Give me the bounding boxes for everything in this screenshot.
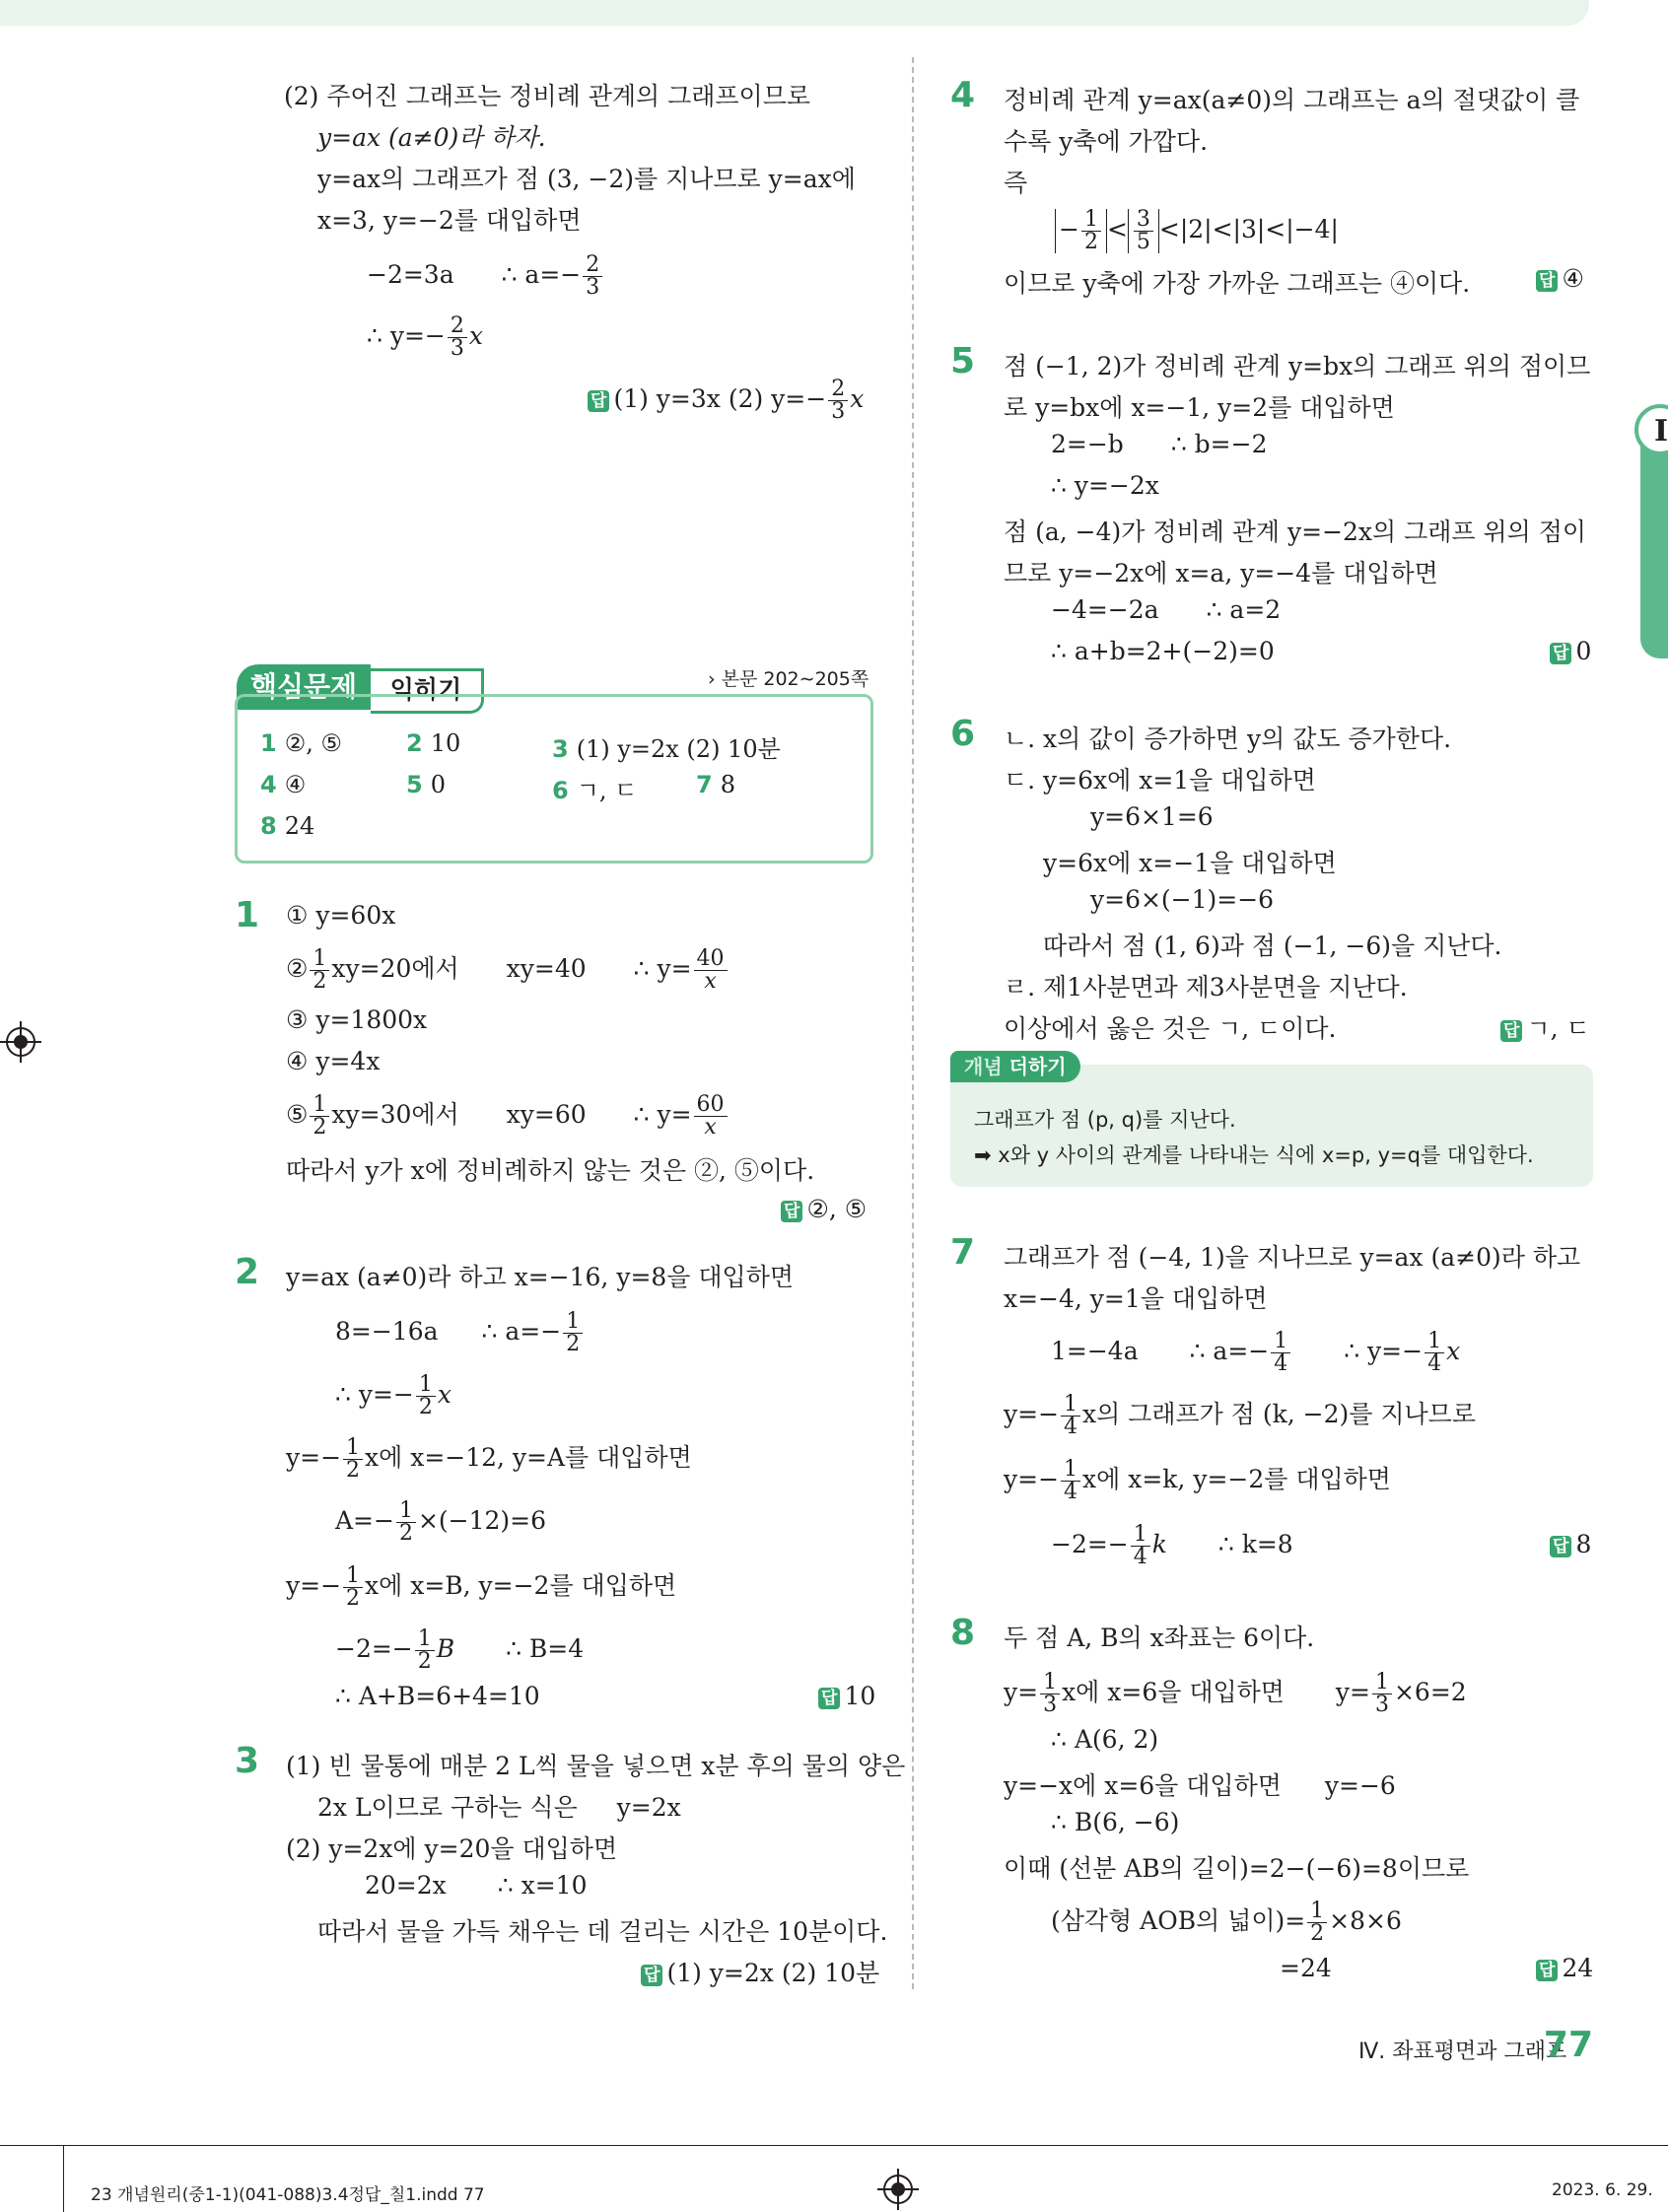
fraction: $\frac{1}{2}$ [343,1565,363,1610]
core-item-4: 4 ④ [260,771,307,798]
prev-line-1: (2) 주어진 그래프는 정비례 관계의 그래프이므로 [284,82,810,110]
core-item-6: 6 ㄱ, ㄷ [552,777,638,804]
problem-4-number: 4 [950,75,976,115]
answer-icon: 답 [588,390,609,412]
p7-line-1: 그래프가 점 (−4, 1)을 지나므로 y=ax (a≠0)라 하고 [1004,1243,1581,1272]
fraction: $\frac{1}{4}$ [1061,1459,1080,1503]
concept-tag: 개념 더하기 [950,1051,1080,1082]
p6-line-8: 이상에서 옳은 것은 ㄱ, ㄷ이다. [1004,1014,1337,1043]
p2-line-4: y=− $\frac{1}{2}$ x에 x=−12, y=A를 대입하면 [286,1435,692,1483]
p7-line-2: x=−4, y=1을 대입하면 [1004,1284,1268,1313]
p8-line-6: 이때 (선분 AB의 길이)=2−(−6)=8이므로 [1004,1854,1470,1883]
p5-line-2: 로 y=bx에 x=−1, y=2를 대입하면 [1004,393,1395,422]
column-divider [912,57,914,1989]
prev-eq-3: ∴ y=− [367,321,446,350]
core-item-1: 1 ②, ⑤ [260,729,342,757]
problem-8-number: 8 [950,1613,976,1653]
p2-answer: 답 10 [818,1682,875,1710]
footer-file-name: 23 개념원리(중1-1)(041-088)3.4정답_칠1.indd 77 [91,2185,485,2205]
fraction: $\frac{1}{2}$ [310,948,329,993]
footer-rule [0,2145,1668,2146]
prev-answer: 답 (1) y=3x (2) y=− $\frac{2}{3}$ x [588,379,864,423]
p4-line-2: 수록 y축에 가깝다. [1004,127,1209,156]
p3-line-5: 따라서 물을 가득 채우는 데 걸리는 시간은 10분이다. [317,1917,888,1946]
p1-line-5: ⑤ $\frac{1}{2}$ xy=30에서 xy=60 ∴ y= $\frac{60}{x}$ [286,1094,730,1139]
p8-line-7: (삼각형 AOB의 넓이)= $\frac{1}{2}$ ×8×6 [1051,1899,1402,1946]
core-item-8: 8 24 [260,812,315,840]
fraction: $\frac{2}{3}$ [583,254,602,299]
fraction: $\frac{1}{3}$ [1040,1672,1060,1716]
p8-line-5: ∴ B(6, −6) [1051,1808,1180,1836]
answer-icon: 답 [1500,1020,1522,1042]
chapter-side-label: I [1654,414,1668,449]
p2-line-6: y=− $\frac{1}{2}$ x에 x=B, y=−2를 대입하면 [286,1563,677,1611]
p6-line-2: ㄷ. y=6x에 x=1을 대입하면 [1004,766,1316,795]
problem-7-number: 7 [950,1232,976,1273]
top-band [0,0,1589,26]
problem-6-number: 6 [950,714,976,754]
prev-line-5 [367,254,604,299]
answer-icon: 답 [1536,270,1558,292]
p6-line-6: 따라서 점 (1, 6)과 점 (−1, −6)을 지난다. [1043,932,1502,960]
p2-line-7: −2=− $\frac{1}{2}$ B ∴ B=4 [335,1626,585,1674]
p2-line-1: y=ax (a≠0)라 하고 x=−16, y=8을 대입하면 [286,1263,795,1291]
p8-line-8: =24 [1280,1954,1332,1982]
fraction: $\frac{1}{4}$ [1271,1331,1290,1375]
concept-line-1: 그래프가 점 (p, q)를 지난다. [974,1108,1236,1132]
abs-value: − $\frac{1}{2}$ [1055,209,1107,253]
p3-line-4: 20=2x ∴ x=10 [365,1871,588,1900]
p5-line-6: 므로 y=−2x에 x=a, y=−4를 대입하면 [1004,559,1438,588]
p1-answer: 답 ②, ⑤ [781,1195,867,1223]
p6-line-4: y=6x에 x=−1을 대입하면 [1043,849,1337,877]
fraction: $\frac{1}{2}$ [310,1094,329,1139]
fraction: $\frac{2}{3}$ [448,315,467,360]
p8-line-1: 두 점 A, B의 x좌표는 6이다. [1004,1624,1315,1652]
prev-answer-text: (1) y=3x (2) y=− [613,384,827,413]
prev-eq-1: −2=3a [367,260,454,289]
registration-mark-icon [6,1027,35,1057]
answer-icon: 답 [1536,1960,1558,1981]
fraction: $\frac{60}{x}$ [694,1094,728,1139]
p2-line-8: ∴ A+B=6+4=10 [335,1682,540,1710]
prev-line-2: y=ax (a≠0)라 하자. [317,123,546,152]
p6-line-7: ㄹ. 제1사분면과 제3사분면을 지난다. [1004,973,1408,1002]
core-subtitle: 익히기 [371,668,484,714]
p7-line-5: y=− $\frac{1}{4}$ x에 x=k, y=−2를 대입하면 [1004,1457,1391,1504]
fraction: $\frac{1}{4}$ [1061,1394,1080,1438]
prev-line-4: x=3, y=−2를 대입하면 [317,206,582,235]
problem-1-number: 1 [235,895,260,935]
page-number: 77 [1543,2025,1593,2065]
core-item-5: 5 0 [406,771,446,798]
p4-line-5: 이므로 y축에 가장 가까운 그래프는 ④이다. [1004,269,1471,298]
p7-line-4: y=− $\frac{1}{4}$ x의 그래프가 점 (k, −2)를 지나므로 [1004,1392,1476,1439]
answer-icon: 답 [1550,1536,1571,1557]
p3-line-1: (1) 빈 물통에 매분 2 L씩 물을 넣으면 x분 후의 물의 양은 [286,1752,906,1780]
footer-rule-vertical [63,2145,64,2212]
p1-line-6: 따라서 y가 x에 정비례하지 않는 것은 ②, ⑤이다. [286,1156,815,1185]
answer-icon: 답 [818,1688,840,1709]
p6-line-5: y=6×(−1)=−6 [1090,885,1275,914]
p8-answer: 답 24 [1536,1954,1593,1982]
core-item-7: 7 8 [696,771,735,798]
fraction: $\frac{1}{2}$ [1307,1901,1327,1945]
fraction: $\frac{1}{2}$ [415,1628,435,1673]
registration-mark-icon [883,2175,913,2204]
p3-line-2: 2x L이므로 구하는 식은 y=2x [317,1793,681,1822]
footer-date: 2023. 6. 29. [1552,2180,1653,2200]
p7-line-6: −2=− $\frac{1}{4}$ k ∴ k=8 [1051,1522,1293,1569]
prev-line-6 [367,315,483,360]
p5-line-4: ∴ y=−2x [1051,471,1159,500]
p2-line-5: A=− $\frac{1}{2}$ ×(−12)=6 [335,1498,547,1546]
p6-line-3: y=6×1=6 [1090,802,1214,831]
p1-line-3: ③ y=1800x [286,1005,428,1034]
p5-line-8: ∴ a+b=2+(−2)=0 [1051,637,1275,665]
fraction: $\frac{1}{2}$ [396,1500,416,1545]
fraction: $\frac{1}{2}$ [563,1311,583,1355]
p4-line-1: 정비례 관계 y=ax(a≠0)의 그래프는 a의 절댓값이 클 [1004,86,1580,114]
p5-line-7: −4=−2a ∴ a=2 [1051,595,1282,624]
p7-answer: 답 8 [1550,1530,1591,1558]
fraction: $\frac{40}{x}$ [694,948,728,993]
prev-line-3: y=ax의 그래프가 점 (3, −2)를 지나므로 y=ax에 [317,165,856,193]
core-item-2: 2 10 [406,729,461,757]
problem-3-number: 3 [235,1741,260,1781]
core-reference: › 본문 202∼205쪽 [708,668,869,690]
abs-value: $\frac{3}{5}$ [1128,209,1159,253]
p5-line-3: 2=−b ∴ b=−2 [1051,430,1268,458]
fraction: $\frac{2}{3}$ [828,379,848,423]
p4-line-4: − $\frac{1}{2}$ < $\frac{3}{5}$ <|2|<|3|<|−4| [1055,209,1339,253]
fraction: $\frac{1}{2}$ [343,1437,363,1482]
p4-line-3: 즉 [1004,169,1028,197]
fraction: $\frac{1}{4}$ [1425,1331,1444,1375]
p7-line-3: 1=−4a ∴ a=− $\frac{1}{4}$ ∴ y=− $\frac{1}{4}$ x [1051,1329,1461,1376]
concept-line-2: ➡ x와 y 사이의 관계를 나타내는 식에 x=p, y=q를 대입한다. [974,1143,1534,1167]
p1-line-4: ④ y=4x [286,1047,381,1075]
prev-var-x: x [468,321,483,350]
p6-line-1: ㄴ. x의 값이 증가하면 y의 값도 증가한다. [1004,725,1452,753]
p5-line-1: 점 (−1, 2)가 정비례 관계 y=bx의 그래프 위의 점이므 [1004,352,1591,380]
answer-icon: 답 [641,1965,662,1986]
footer-section-title: Ⅳ. 좌표평면과 그래프 [1358,2039,1567,2064]
p3-answer: 답 (1) y=2x (2) 10분 [641,1954,879,1989]
p8-line-4: y=−x에 x=6을 대입하면 y=−6 [1004,1771,1396,1800]
p4-answer: 답 ④ [1536,264,1584,293]
p1-line-1: ① y=60x [286,901,396,930]
p6-answer: 답 ㄱ, ㄷ [1500,1009,1590,1045]
core-title: 핵심문제 [237,664,371,710]
fraction: $\frac{1}{3}$ [1372,1672,1392,1716]
p2-line-2: 8=−16a ∴ a=− $\frac{1}{2}$ [335,1311,585,1355]
p5-answer: 답 0 [1550,637,1591,665]
p2-line-3: ∴ y=− $\frac{1}{2}$ x [335,1372,452,1419]
fraction: $\frac{1}{2}$ [416,1374,436,1418]
p3-line-3: (2) y=2x에 y=20을 대입하면 [286,1834,618,1863]
answer-icon: 답 [781,1201,802,1222]
p5-line-5: 점 (a, −4)가 정비례 관계 y=−2x의 그래프 위의 점이 [1004,518,1587,546]
problem-2-number: 2 [235,1252,260,1292]
prev-eq-2: ∴ a=− [501,260,582,289]
p8-line-3: ∴ A(6, 2) [1051,1725,1159,1754]
problem-5-number: 5 [950,341,976,381]
answer-icon: 답 [1550,643,1571,664]
fraction: $\frac{1}{4}$ [1131,1524,1150,1568]
p1-line-2: ② $\frac{1}{2}$ xy=20에서 xy=40 ∴ y= $\frac{40}{x}$ [286,948,730,993]
core-item-3: 3 (1) y=2x (2) 10분 [552,735,781,763]
p8-line-2: y= $\frac{1}{3}$ x에 x=6을 대입하면 y= $\frac{1}{3}$ ×6=2 [1004,1670,1467,1717]
